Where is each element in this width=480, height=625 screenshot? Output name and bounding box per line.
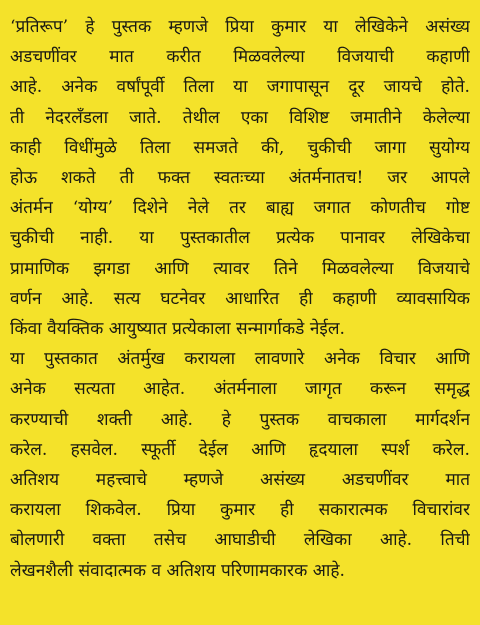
text-line: अंतर्मन ‘योग्य’ दिशेने नेले तर बाह्य जगात कोणतीच गोष्ट: [10, 198, 470, 219]
text-line: चुकीची नाही. या पुस्तकातील प्रत्येक पानावर लेखिकेचा: [10, 228, 470, 249]
text-line: प्रामाणिक झगडा आणि त्यावर तिने मिळवलेल्या विजयाचे: [10, 258, 470, 279]
text-line: वर्णन आहे. सत्य घटनेवर आधारित ही कहाणी व्यावसायिक: [10, 288, 470, 309]
text-line: बोलणारी वक्ता तसेच आघाडीची लेखिका आहे. तिची: [10, 530, 470, 551]
text-line: लेखनशैली संवादात्मक व अतिशय परिणामकारक आहे.: [10, 560, 345, 581]
text-line: होऊ शकते ती फक्त स्वतःच्या अंतर्मनातच! जर आपले: [10, 168, 470, 189]
text-line: अडचणींवर मात करीत मिळवलेल्या विजयाची कहाणी: [10, 47, 470, 68]
text-line: किंवा वैयक्तिक आयुष्यात प्रत्येकाला सन्मार्गाकडे नेईल.: [10, 319, 345, 340]
text-line: ती नेदरलँडला जाते. तेथील एका विशिष्ट जमातीने केलेल्या: [10, 107, 470, 128]
text-line: करण्याची शक्ती आहे. हे पुस्तक वाचकाला मार्गदर्शन: [10, 409, 470, 430]
text-line: करेल. हसवेल. स्फूर्ती देईल आणि हृदयाला स्पर्श करेल.: [10, 439, 470, 460]
text-line: आहे. अनेक वर्षांपूर्वी तिला या जगापासून दूर जायचे होते.: [10, 77, 470, 98]
text-line: अनेक सत्यता आहेत. अंतर्मनाला जागृत करून समृद्ध: [10, 379, 470, 400]
text-line: ‘प्रतिरूप’ हे पुस्तक म्हणजे प्रिया कुमार या लेखिकेने असंख्य: [10, 17, 470, 37]
text-line: अतिशय महत्त्वाचे म्हणजे असंख्य अडचणींवर मात: [10, 470, 470, 491]
paragraph-2: [10, 344, 470, 586]
text-line: या पुस्तकात अंतर्मुख करायला लावणारे अनेक विचार आणि: [10, 349, 470, 370]
text-line: करायला शिकवेल. प्रिया कुमार ही सकारात्मक विचारांवर: [10, 500, 470, 521]
text-line: काही विधींमुळे तिला समजते की, चुकीची जागा सुयोग्य: [10, 137, 470, 158]
paragraph-1: [10, 12, 470, 344]
